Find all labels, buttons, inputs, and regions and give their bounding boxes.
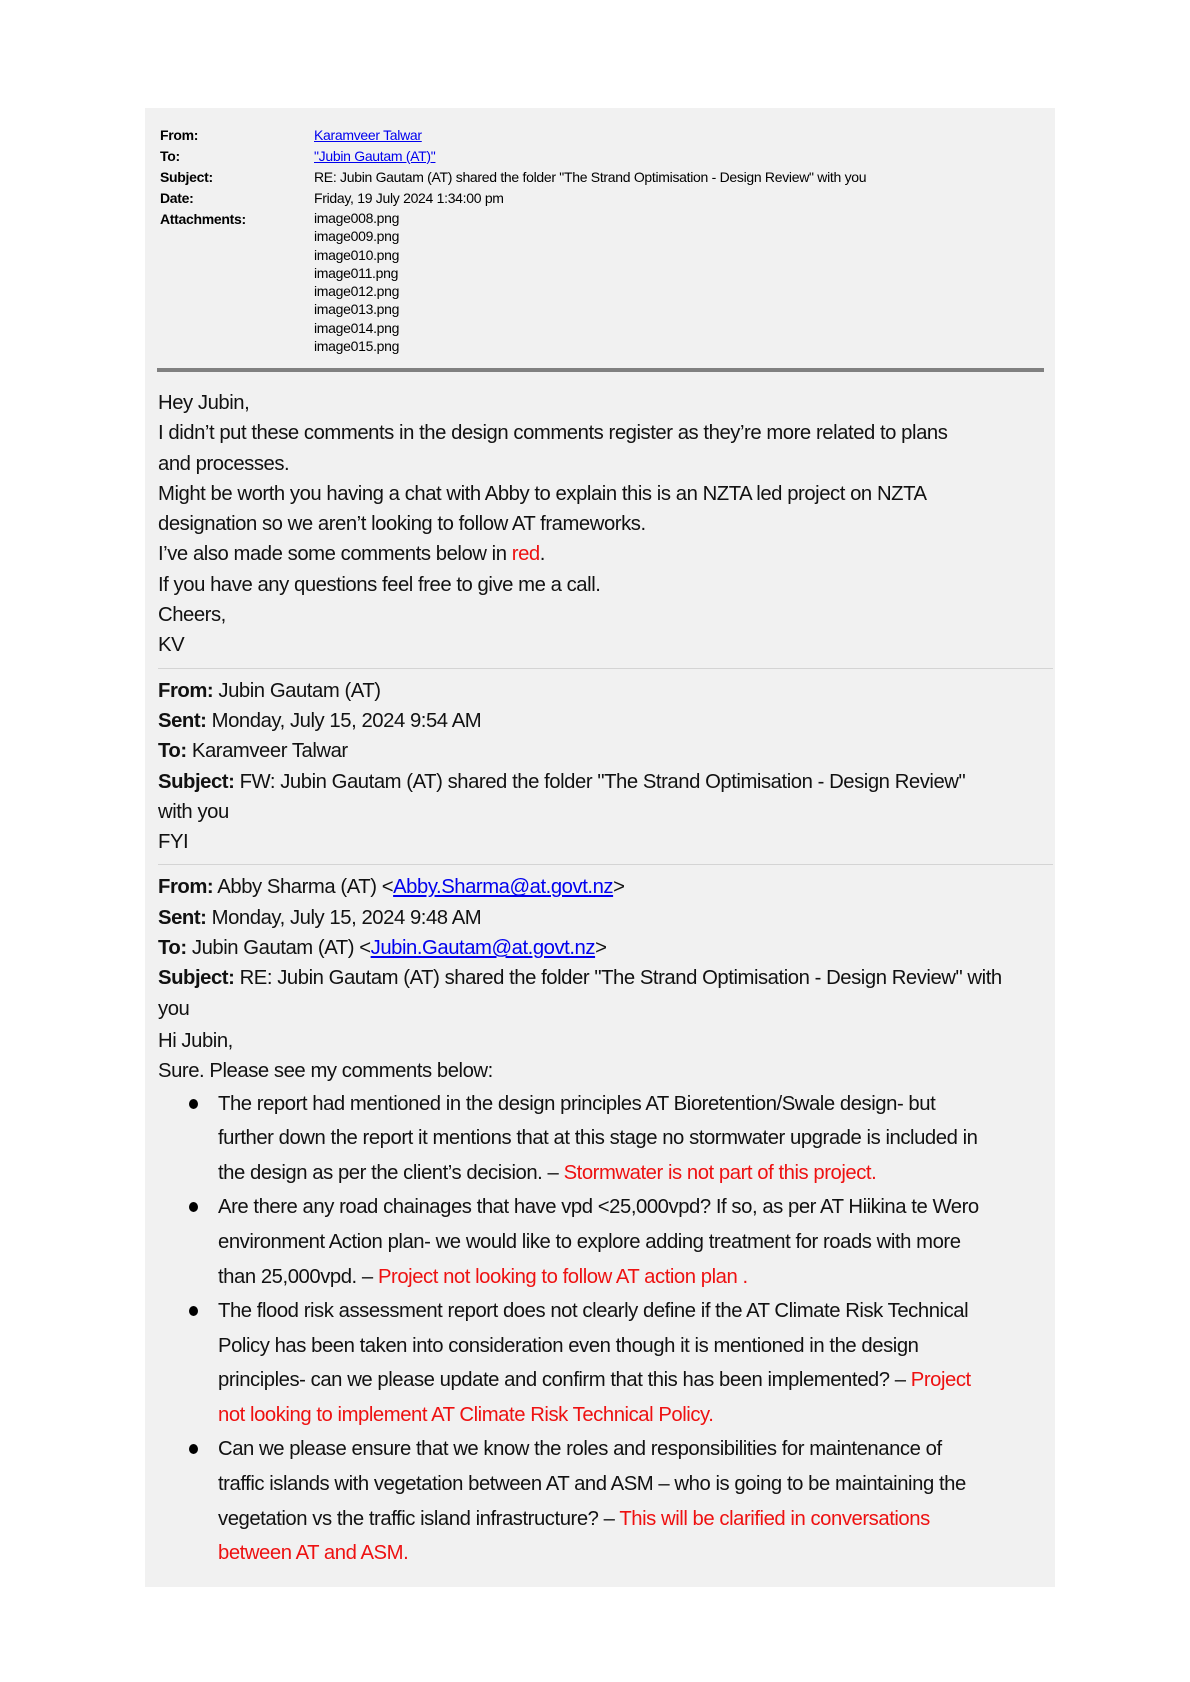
- text: The report had mentioned in the design principles AT Bioretention/Swale design- but: [218, 1092, 936, 1115]
- text: KV: [158, 634, 185, 657]
- text-line: [158, 479, 1053, 509]
- email-body: [158, 388, 1053, 1571]
- text-line: [158, 449, 1053, 479]
- text-line: [218, 1121, 1053, 1156]
- text: with you: [158, 800, 229, 823]
- text: Karamveer Talwar: [186, 740, 348, 763]
- text: Hi Jubin,: [158, 1029, 233, 1052]
- text-line: [158, 676, 1053, 706]
- bullet-icon: [189, 1306, 198, 1316]
- header-subject-row: [160, 167, 866, 188]
- reviewer-comment: between AT and ASM.: [218, 1542, 409, 1565]
- text: Are there any road chainages that have vpd <25,000vpd? If so, as per AT Hiikina te Wero: [218, 1196, 979, 1219]
- text-line: [158, 509, 1053, 539]
- text: traffic islands with vegetation between AT and ASM – who is going to be maintaining the: [218, 1473, 966, 1496]
- field-label: Sent:: [158, 906, 207, 929]
- reviewer-comment: Project not looking to follow AT action plan .: [377, 1265, 748, 1288]
- from-link[interactable]: Karamveer Talwar: [314, 127, 422, 143]
- text-line: [218, 1156, 1053, 1191]
- attachment-item[interactable]: image015.png: [314, 338, 400, 355]
- message-block: [158, 388, 1053, 661]
- text: FYI: [158, 831, 189, 854]
- text-line: [218, 1225, 1053, 1260]
- text: If you have any questions feel free to give me a call.: [158, 573, 601, 596]
- attachment-item[interactable]: image008.png: [314, 210, 400, 226]
- text-line: [218, 1398, 1053, 1433]
- text: environment Action plan- we would like to explore adding treatment for roads with more: [218, 1230, 961, 1253]
- attachment-item[interactable]: image010.png: [314, 246, 400, 263]
- bullet-icon: [189, 1444, 198, 1454]
- text: RE: Jubin Gautam (AT) shared the folder "The Strand Optimisation - Design Review" with: [234, 967, 1002, 990]
- text-line: [218, 1363, 1053, 1398]
- text: than 25,000vpd. –: [218, 1265, 378, 1288]
- reviewer-comment: Stormwater is not part of this project.: [563, 1161, 877, 1184]
- bullet-icon: [189, 1202, 198, 1212]
- attachment-item[interactable]: image012.png: [314, 283, 400, 300]
- attachments-list: [314, 209, 399, 355]
- reviewer-comment: red: [511, 543, 540, 566]
- text: Abby Sharma (AT) <: [213, 876, 394, 899]
- text-line: [158, 1056, 1053, 1086]
- text-line: [218, 1294, 1053, 1329]
- text: Monday, July 15, 2024 9:48 AM: [206, 906, 482, 929]
- field-label: Subject:: [158, 967, 235, 990]
- text: Policy has been taken into consideration even though it is mentioned in the design: [218, 1334, 919, 1357]
- text-line: [218, 1329, 1053, 1364]
- date-value: Friday, 19 July 2024 1:34:00 pm: [314, 190, 504, 206]
- attachment-item[interactable]: image014.png: [314, 319, 400, 336]
- text-line: [158, 827, 1053, 857]
- comment-bullet-item: [158, 1294, 1053, 1432]
- field-label: To:: [158, 937, 187, 960]
- text: Can we please ensure that we know the roles and responsibilities for maintenance of: [218, 1438, 942, 1461]
- text: the design as per the client’s decision. –: [218, 1161, 564, 1184]
- text-line: [158, 539, 1053, 569]
- comment-bullet-item: [158, 1190, 1053, 1294]
- email-link[interactable]: Jubin.Gautam@at.govt.nz: [370, 937, 596, 960]
- email-printout: [145, 108, 1055, 1587]
- text-line: [158, 706, 1053, 736]
- text-line: [158, 418, 1053, 448]
- field-label: From:: [158, 679, 214, 702]
- field-label: To:: [158, 740, 187, 763]
- email-link[interactable]: Abby.Sharma@at.govt.nz: [393, 876, 614, 899]
- text: FW: Jubin Gautam (AT) shared the folder "The Strand Optimisation - Design Review": [234, 770, 966, 793]
- text-line: [158, 767, 1053, 797]
- text: Monday, July 15, 2024 9:54 AM: [206, 709, 482, 732]
- text: >: [613, 876, 625, 899]
- attachment-item[interactable]: image013.png: [314, 301, 400, 318]
- message-divider: [158, 668, 1053, 669]
- text-line: [158, 570, 1053, 600]
- text: you: [158, 997, 190, 1020]
- text-line: [218, 1432, 1053, 1467]
- message-block: [158, 872, 1053, 1086]
- text-line: [218, 1087, 1053, 1122]
- text: Hey Jubin,: [158, 392, 250, 414]
- text: I’ve also made some comments below in: [158, 543, 512, 566]
- text-line: [158, 872, 1053, 902]
- text: principles- can we please update and confirm that this has been implemented? –: [218, 1369, 911, 1392]
- text: The flood risk assessment report does not clearly define if the AT Climate Risk Technical: [218, 1300, 969, 1323]
- text-line: [218, 1260, 1053, 1295]
- text-line: [218, 1467, 1053, 1502]
- field-label: Sent:: [158, 709, 207, 732]
- text-line: [158, 903, 1053, 933]
- text-line: [158, 388, 1053, 418]
- text: and processes.: [158, 452, 290, 475]
- attachment-item[interactable]: image011.png: [314, 264, 399, 281]
- text-line: [158, 933, 1053, 963]
- header-from-row: [160, 125, 866, 146]
- email-header: [160, 125, 866, 355]
- from-label: From:: [160, 127, 199, 143]
- comment-bullet-item: [158, 1087, 1053, 1191]
- to-label: To:: [160, 148, 180, 164]
- header-date-row: [160, 188, 866, 209]
- text: designation so we aren’t looking to follow AT frameworks.: [158, 513, 646, 536]
- header-divider: [157, 368, 1044, 372]
- text-line: [158, 630, 1053, 660]
- text-line: [218, 1502, 1053, 1537]
- text: Might be worth you having a chat with Abby to explain this is an NZTA led project on NZTA: [158, 482, 927, 505]
- field-label: Subject:: [158, 770, 235, 793]
- reviewer-comment: This will be clarified in conversations: [619, 1507, 930, 1530]
- reviewer-comment: not looking to implement AT Climate Risk Technical Policy.: [218, 1403, 714, 1426]
- text: I didn’t put these comments in the design comments register as they’re more related to plans: [158, 422, 948, 445]
- comment-bullet-item: [158, 1432, 1053, 1570]
- text-line: [158, 1026, 1053, 1056]
- date-label: Date:: [160, 190, 194, 206]
- text-line: [158, 600, 1053, 630]
- text: Jubin Gautam (AT) <: [186, 937, 371, 960]
- text-line: [158, 797, 1053, 827]
- subject-label: Subject:: [160, 169, 213, 185]
- message-divider: [158, 864, 1053, 865]
- attachments-label: Attachments:: [160, 211, 246, 227]
- text-line: [218, 1190, 1053, 1225]
- reviewer-comment: Project: [910, 1369, 971, 1392]
- text: Jubin Gautam (AT): [213, 679, 381, 702]
- text-line: [158, 736, 1053, 766]
- bullet-icon: [189, 1099, 198, 1109]
- text: Cheers,: [158, 604, 226, 627]
- message-block: [158, 676, 1053, 858]
- text: .: [539, 543, 545, 566]
- attachment-item[interactable]: image009.png: [314, 228, 400, 245]
- text: Sure. Please see my comments below:: [158, 1060, 493, 1083]
- text-line: [158, 994, 1053, 1024]
- text: >: [595, 937, 607, 960]
- text: vegetation vs the traffic island infrastructure? –: [218, 1507, 620, 1530]
- subject-value: RE: Jubin Gautam (AT) shared the folder "The Strand Optimisation - Design Review" with you: [314, 169, 867, 185]
- header-attachments-row: [160, 209, 866, 355]
- text-line: [218, 1536, 1053, 1571]
- header-to-row: [160, 146, 866, 167]
- text: further down the report it mentions that at this stage no stormwater upgrade is included in: [218, 1127, 978, 1150]
- text-line: [158, 963, 1053, 993]
- to-link[interactable]: "Jubin Gautam (AT)": [314, 148, 436, 164]
- field-label: From:: [158, 876, 214, 899]
